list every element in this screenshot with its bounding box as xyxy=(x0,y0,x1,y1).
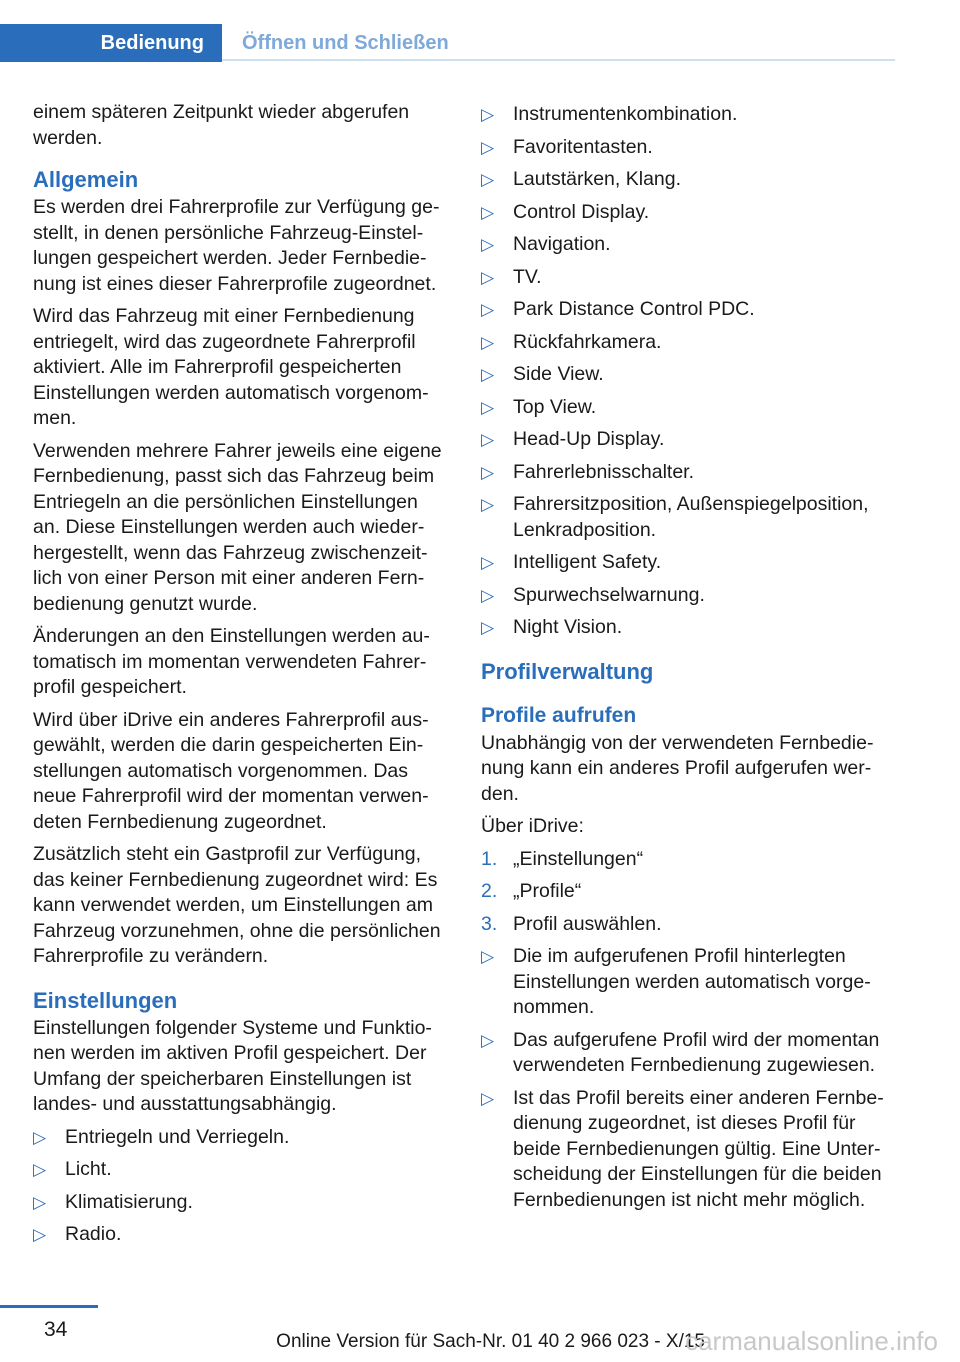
triangle-bullet-icon: ▷ xyxy=(481,267,495,287)
header-divider xyxy=(222,59,895,61)
paragraph: Wird das Fahrzeug mit einer Fernbedienung entriegelt, wird das zugeordnete Fahrerprofil aktiviert. Alle im Fahrerprofil gespeicherten Einstellungen werden automatisch vorgenommen. xyxy=(33,305,429,429)
heading-allgemein: Allgemein xyxy=(33,167,139,192)
triangle-bullet-icon: ▷ xyxy=(481,585,495,605)
triangle-bullet-icon: ▷ xyxy=(481,1030,495,1050)
triangle-bullet-icon: ▷ xyxy=(481,137,495,157)
list-item: ▷ Navigation. xyxy=(481,232,897,258)
triangle-bullet-icon: ▷ xyxy=(481,462,495,482)
triangle-bullet-icon: ▷ xyxy=(481,397,495,417)
paragraph: Wird über iDrive ein anderes Fahrerprofil ausgewählt, werden die darin gespeicherten Einstellungen automatisch vorgenommen. Das neue Fahrerprofil wird der momentan verwendeten Fernbedienung zugeordnet. xyxy=(33,708,429,833)
list-item: ▷ Fahrersitzposition, Außenspiegelposition, Lenkradposition. xyxy=(481,493,869,541)
list-item: ▷ Instrumentenkombination. xyxy=(481,102,897,128)
step-item: 1. „Einstellungen“ xyxy=(481,847,897,873)
paragraph: Über iDrive: xyxy=(481,815,584,837)
footer-divider xyxy=(0,1305,98,1308)
notes-list xyxy=(481,944,897,1213)
triangle-bullet-icon: ▷ xyxy=(481,1088,495,1108)
intro-text: einem späteren Zeitpunkt wieder abgerufen werden. xyxy=(33,101,410,149)
list-item: ▷ Top View. xyxy=(481,395,897,421)
list-item: ▷ Fahrerlebnisschalter. xyxy=(481,460,897,486)
list-item: ▷ Head-Up Display. xyxy=(481,427,897,453)
triangle-bullet-icon: ▷ xyxy=(481,553,495,572)
triangle-bullet-icon: ▷ xyxy=(481,300,495,319)
paragraph: Änderungen an den Einstellungen werden automatisch im momentan verwendeten Fahrerprofil gespeichert. xyxy=(33,625,430,698)
step-number: 3. xyxy=(481,912,498,935)
left-column xyxy=(33,100,449,1255)
paragraph: Es werden drei Fahrerprofile zur Verfügung gestellt, in denen persönliche Fahrzeug-Einstellungen gespeichert werden. Jeder Fernbedienung ist eines dieser Fahrerprofile zugeordnet. xyxy=(33,196,440,295)
list-item: ▷ Radio. xyxy=(33,1222,449,1248)
list-item: ▷ Ist das Profil bereits einer anderen Fernbedienung zugeordnet, ist dieses Profil für beide Fernbedienungen gültig. Eine Unterscheidung der Einstellungen für die beiden Fernbedienungen ist nicht mehr möglich. xyxy=(481,1086,884,1211)
paragraph: Verwenden mehrere Fahrer jeweils eine eigene Fernbedienung, passt sich das Fahrzeug beim Entriegeln an die persönlichen Einstellungen an. Diese Einstellungen werden auch wiederhergestellt, wenn das Fahrzeug zwischenzeitlich von einer Person mit einer anderen Fernbedienung genutzt wurde. xyxy=(33,439,442,615)
step-number: 2. xyxy=(481,880,498,902)
subheading-profile-aufrufen: Profile aufrufen xyxy=(481,703,637,727)
triangle-bullet-icon: ▷ xyxy=(33,1160,47,1179)
list-item: ▷ Control Display. xyxy=(481,200,897,226)
triangle-bullet-icon: ▷ xyxy=(481,202,495,222)
chapter-tab: Öffnen und Schließen xyxy=(242,32,449,54)
list-item: ▷ Night Vision. xyxy=(481,615,897,641)
step-number: 1. xyxy=(481,847,498,870)
list-item: ▷ Park Distance Control PDC. xyxy=(481,297,897,323)
right-column xyxy=(481,102,897,1220)
paragraph: Zusätzlich steht ein Gastprofil zur Verfügung, das keiner Fernbedienung zugeordnet wird: Es kann verwendet werden, um Einstellungen am Fahrzeug vorzunehmen, ohne die persönlichen Fahrerprofile zu verändern. xyxy=(33,843,441,967)
triangle-bullet-icon: ▷ xyxy=(33,1192,47,1212)
watermark: carmanualsonline.info xyxy=(685,1326,938,1356)
paragraph: Einstellungen folgender Systeme und Funktionen werden im aktiven Profil gespeichert. Der Umfang der speicherbaren Einstellungen ist landes- und ausstattungsabhängig. xyxy=(33,1016,432,1115)
list-item: ▷ Klimatisierung. xyxy=(33,1190,449,1216)
list-item: ▷ Favoritentasten. xyxy=(481,135,897,161)
list-item: ▷ Entriegeln und Verriegeln. xyxy=(33,1125,449,1151)
list-item: ▷ Intelligent Safety. xyxy=(481,550,897,576)
page-header xyxy=(0,24,895,62)
triangle-bullet-icon: ▷ xyxy=(481,332,495,352)
page-number: 34 xyxy=(44,1318,68,1341)
list-item: ▷ Spurwechselwarnung. xyxy=(481,583,897,609)
triangle-bullet-icon: ▷ xyxy=(33,1127,47,1147)
list-item: ▷ Das aufgerufene Profil wird der momentan verwendeten Fernbedienung zugewiesen. xyxy=(481,1028,880,1076)
triangle-bullet-icon: ▷ xyxy=(481,105,495,124)
heading-profilverwaltung: Profilverwaltung xyxy=(481,658,654,684)
paragraph: Unabhängig von der verwendeten Fernbedienung kann ein anderes Profil aufgerufen werden. xyxy=(481,731,874,805)
triangle-bullet-icon: ▷ xyxy=(481,618,495,637)
triangle-bullet-icon: ▷ xyxy=(481,235,495,254)
settings-list-left xyxy=(33,1125,449,1248)
list-item: ▷ Rückfahrkamera. xyxy=(481,330,897,356)
triangle-bullet-icon: ▷ xyxy=(481,430,495,449)
triangle-bullet-icon: ▷ xyxy=(33,1225,47,1244)
settings-list-right xyxy=(481,102,897,641)
step-item: 2. „Profile“ xyxy=(481,879,897,905)
triangle-bullet-icon: ▷ xyxy=(481,947,495,966)
list-item: ▷ Die im aufgerufenen Profil hinterlegten Einstellungen werden automatisch vorgenommen. xyxy=(481,945,871,1018)
footer-text: Online Version für Sach-Nr. 01 40 2 966 023 - X/15 xyxy=(276,1331,705,1352)
list-item: ▷ Side View. xyxy=(481,362,897,388)
triangle-bullet-icon: ▷ xyxy=(481,495,495,514)
list-item: ▷ TV. xyxy=(481,265,897,291)
list-item: ▷ Lautstärken, Klang. xyxy=(481,167,897,193)
steps-list xyxy=(481,847,897,938)
heading-einstellungen: Einstellungen xyxy=(33,987,178,1013)
section-tab: Bedienung xyxy=(0,24,222,62)
list-item: ▷ Licht. xyxy=(33,1157,449,1183)
step-item: 3. Profil auswählen. xyxy=(481,912,897,938)
triangle-bullet-icon: ▷ xyxy=(481,365,495,384)
triangle-bullet-icon: ▷ xyxy=(481,170,495,189)
